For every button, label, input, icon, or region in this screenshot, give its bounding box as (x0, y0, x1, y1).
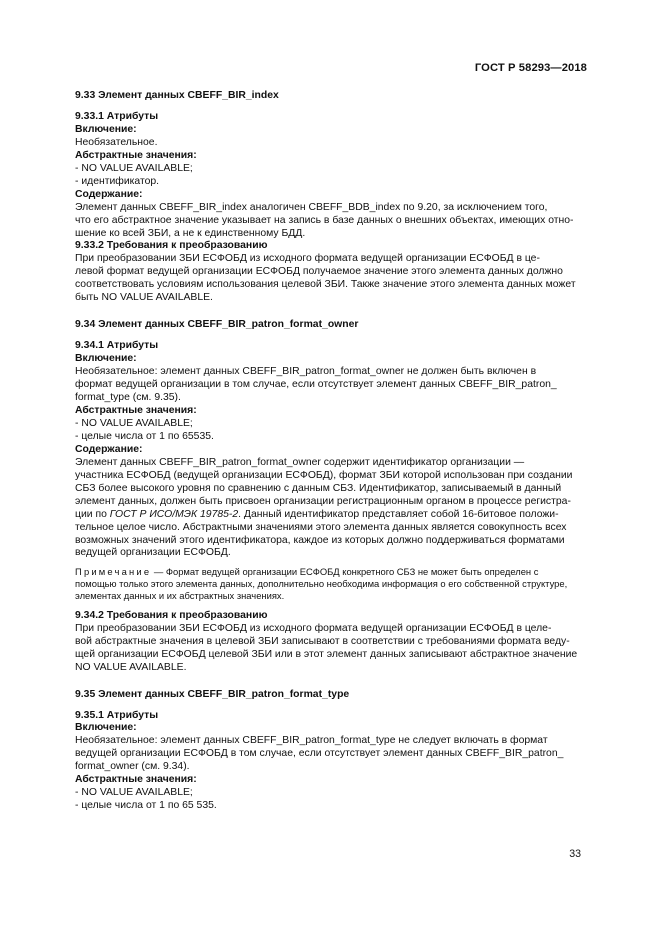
paragraph-line: что его абстрактное значение указывает на запись в базе данных о внешних объектах, имеющих отно- (75, 214, 574, 226)
paragraph-line: Необязательное: элемент данных CBEFF_BIR_patron_format_type не следует включать в формат (75, 735, 548, 747)
note-line: элементах данных и их абстрактных значениях. (75, 590, 285, 601)
document-body (75, 86, 583, 813)
paragraph-line: При преобразовании ЗБИ ЕСФОБД из исходного формата ведущей организации ЕСФОБД в целе- (75, 622, 552, 634)
section-9-33-2-title: 9.33.2 Требования к преобразованию (75, 240, 268, 252)
paragraph-line: СБЗ более высокого уровня по сравнению с данным СБЗ. Идентификатор, записываемый в данный (75, 482, 562, 494)
section-9-35-1-title: 9.35.1 Атрибуты (75, 709, 159, 721)
paragraph-line: соответствовать условиям использования целевой ЗБИ. Также значение этого элемента данных может (75, 279, 576, 291)
abstract-values-label: Абстрактные значения: (75, 149, 197, 161)
abstract-values-item: - целые числа от 1 по 65535. (75, 430, 214, 442)
paragraph-line: тельное целое число. Абстрактными значениями этого элемента данных является совокупность всех (75, 521, 567, 533)
section-9-35-title: 9.35 Элемент данных CBEFF_BIR_patron_format_type (75, 688, 350, 700)
citation-prefix: ции по (75, 508, 110, 520)
paragraph-line: При преобразовании ЗБИ ЕСФОБД из исходного формата ведущей организации ЕСФОБД в це- (75, 253, 540, 265)
paragraph-line: Элемент данных CBEFF_BIR_index аналогичен CBEFF_BDB_index по 9.20, за исключением того, (75, 201, 548, 213)
paragraph-line: NO VALUE AVAILABLE. (75, 661, 187, 673)
section-9-34-title: 9.34 Элемент данных CBEFF_BIR_patron_format_owner (75, 319, 359, 331)
note-label: Примечание (75, 566, 152, 578)
paragraph-line: вой абстрактные значения в целевой ЗБИ записывают в соответствии с требованиями формата веду- (75, 635, 570, 647)
paragraph-line: элемент данных, должен быть присвоен организации регистрационным органом в процессе регистра- (75, 495, 571, 507)
section-9-33-1-title: 9.33.1 Атрибуты (75, 110, 159, 122)
paragraph-line: возможных значений этого идентификатора, каждое из которых должно поддерживаться форматами (75, 534, 565, 546)
standard-reference: ГОСТ Р ИСО/МЭК 19785-2 (109, 508, 239, 520)
paragraph-line: format_type (см. 9.35). (75, 392, 181, 404)
paragraph-line: ведущей организации ЕСФОБД в том случае, если отсутствует элемент данных CBEFF_BIR_patron_ (75, 748, 564, 760)
abstract-values-item: - NO VALUE AVAILABLE; (75, 162, 193, 174)
paragraph-line: format_owner (см. 9.34). (75, 761, 190, 773)
citation-suffix: . Данный идентификатор представляет собой 16-битовое положи- (238, 508, 559, 520)
standard-header: ГОСТ Р 58293—2018 (474, 62, 587, 74)
abstract-values-label: Абстрактные значения: (75, 774, 197, 786)
paragraph-line: Необязательное: элемент данных CBEFF_BIR_patron_format_owner не должен быть включен в (75, 366, 537, 378)
abstract-values-item: - NO VALUE AVAILABLE; (75, 787, 193, 799)
content-label: Содержание: (75, 188, 143, 200)
inclusion-label: Включение: (75, 353, 137, 365)
abstract-values-item: - идентификатор. (75, 175, 160, 187)
section-9-34-2-title: 9.34.2 Требования к преобразованию (75, 609, 268, 621)
paragraph-line: формат ведущей организации в том случае, если отсутствует элемент данных CBEFF_BIR_patron_ (75, 379, 557, 391)
abstract-values-item: - целые числа от 1 по 65 535. (75, 800, 217, 812)
inclusion-label: Включение: (75, 123, 137, 135)
content-label: Содержание: (75, 443, 143, 455)
inclusion-label: Включение: (75, 722, 137, 734)
section-9-33-title: 9.33 Элемент данных CBEFF_BIR_index (75, 90, 279, 101)
paragraph-line-with-citation (75, 509, 583, 522)
paragraph-line: левой формат ведущей организации ЕСФОБД получаемое значение этого элемента данных должно (75, 266, 563, 278)
abstract-values-label: Абстрактные значения: (75, 404, 197, 416)
paragraph-line: участника ЕСФОБД (ведущей организации ЕСФОБД), формат ЗБИ которой использован при создании (75, 469, 573, 481)
note-line: помощью только этого элемента данных, дополнительно необходима информация о его собственной структуре, (75, 578, 568, 590)
abstract-values-item: - NO VALUE AVAILABLE; (75, 417, 193, 429)
paragraph-line: Элемент данных CBEFF_BIR_patron_format_owner содержит идентификатор организации — (75, 456, 525, 468)
paragraph-line: шение ко всей ЗБИ, а не к единственному БДД. (75, 227, 306, 239)
paragraph-line: ведущей организации ЕСФОБД. (75, 547, 231, 559)
inclusion-text: Необязательное. (75, 136, 158, 148)
note-line (75, 566, 583, 578)
note-text: — Формат ведущей организации ЕСФОБД конкретного СБЗ не может быть определен с (151, 566, 539, 578)
paragraph-line: щей организации ЕСФОБД целевой ЗБИ или в этот элемент данных записывают абстрактное значение (75, 648, 578, 660)
page-number: 33 (569, 848, 581, 860)
section-9-34-1-title: 9.34.1 Атрибуты (75, 340, 159, 352)
paragraph-line: быть NO VALUE AVAILABLE. (75, 292, 213, 304)
